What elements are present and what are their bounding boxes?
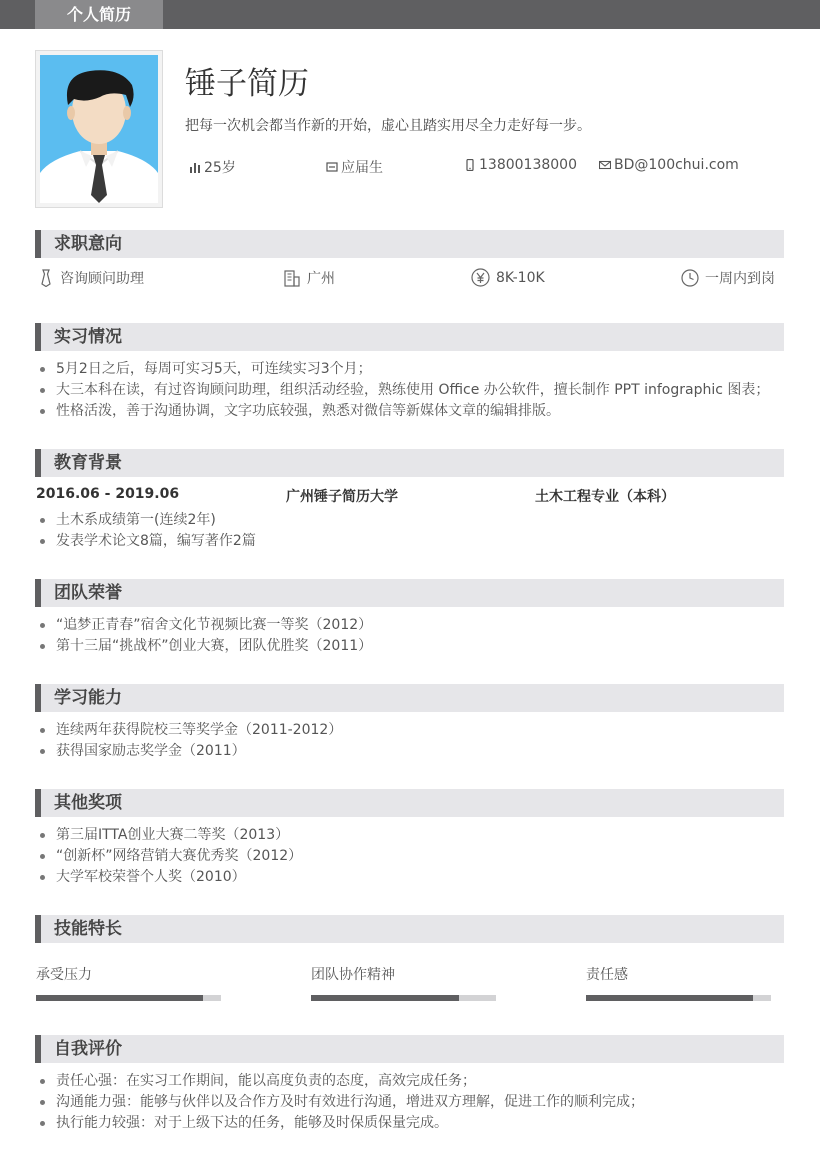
section-internship [35, 323, 784, 351]
list-item: 大三本科在读，有过咨询顾问助理，组织活动经验，熟练使用 Office 办公软件，擅长制作 PPT infographic 图表； [35, 380, 769, 401]
intent-salary-text: 8K-10K [496, 269, 545, 286]
section-marker [35, 684, 41, 712]
motto: 把每一次机会都当作新的开始，虚心且踏实用尽全力走好每一步。 [185, 118, 591, 134]
section-marker [35, 449, 41, 477]
list-item: 责任心强：在实习工作期间，能以高度负责的态度，高效完成任务； [35, 1071, 644, 1092]
intent-arrival-text: 一周内到岗 [705, 271, 775, 287]
list-item: 5月2日之后，每周可实习5天，可连续实习3个月； [35, 359, 769, 380]
yuan-icon [471, 268, 490, 287]
section-awards [35, 789, 784, 817]
list-item: 连续两年获得院校三等奖学金（2011-2012） [35, 720, 342, 741]
section-skills [35, 915, 784, 943]
mail-icon [599, 159, 611, 171]
email-info [599, 157, 739, 173]
education-period: 2016.06 - 2019.06 [36, 486, 180, 502]
skill-label: 团队协作精神 [311, 967, 395, 983]
clock-icon [681, 269, 699, 287]
list-item: “创新杯”网络营销大赛优秀奖（2012） [35, 846, 302, 867]
section-marker [35, 230, 41, 258]
section-self-evaluation [35, 1035, 784, 1063]
section-job-intent [35, 230, 784, 258]
section-title: 学习能力 [54, 688, 122, 708]
section-team-honor [35, 579, 784, 607]
bar-chart-icon [189, 161, 201, 173]
skill-label: 承受压力 [36, 967, 92, 983]
section-title: 技能特长 [54, 919, 122, 939]
skill-fill [311, 995, 459, 1001]
skill-fill [586, 995, 753, 1001]
list-item: 第三届ITTA创业大赛二等奖（2013） [35, 825, 302, 846]
section-marker [35, 1035, 41, 1063]
list-item: 第十三届“挑战杯”创业大赛，团队优胜奖（2011） [35, 636, 372, 657]
age-info [189, 157, 236, 177]
list-item: 获得国家励志奖学金（2011） [35, 741, 342, 762]
candidate-name: 锤子简历 [185, 66, 309, 102]
phone-info [464, 157, 577, 173]
section-title: 团队荣誉 [54, 583, 122, 603]
section-title: 教育背景 [54, 453, 122, 473]
intent-city [283, 268, 335, 288]
section-marker [35, 789, 41, 817]
section-title: 自我评价 [54, 1039, 122, 1059]
intent-position [38, 268, 144, 288]
section-education [35, 449, 784, 477]
phone-icon [464, 159, 476, 171]
building-icon [283, 269, 301, 287]
resume-tab: 个人简历 [35, 0, 163, 29]
section-study [35, 684, 784, 712]
intent-salary [471, 268, 545, 287]
avatar-illustration [40, 55, 158, 203]
avatar [35, 50, 163, 208]
tie-icon [38, 269, 54, 287]
section-title: 实习情况 [54, 327, 122, 347]
internship-list [35, 359, 769, 422]
intent-arrival [681, 268, 775, 288]
list-item: 性格活泼，善于沟通协调，文字功底较强，熟悉对微信等新媒体文章的编辑排版。 [35, 401, 769, 422]
section-title: 其他奖项 [54, 793, 122, 813]
education-list [35, 510, 256, 552]
section-title: 求职意向 [54, 234, 122, 254]
evaluation-list [35, 1071, 644, 1134]
status-info [326, 157, 383, 177]
skill-bar [586, 995, 771, 1001]
education-school: 广州锤子简历大学 [286, 489, 398, 505]
section-marker [35, 323, 41, 351]
section-marker [35, 579, 41, 607]
section-marker [35, 915, 41, 943]
education-major: 土木工程专业（本科） [535, 489, 675, 505]
team-list [35, 615, 372, 657]
list-item: 执行能力较强：对于上级下达的任务，能够及时保质保量完成。 [35, 1113, 644, 1134]
skill-label: 责任感 [586, 967, 628, 983]
list-item: 沟通能力强：能够与伙伴以及合作方及时有效进行沟通，增进双方理解，促进工作的顺利完成； [35, 1092, 644, 1113]
skill-fill [36, 995, 203, 1001]
list-item: 大学军校荣誉个人奖（2010） [35, 867, 302, 888]
phone-text: 13800138000 [479, 157, 577, 173]
email-text: BD@100chui.com [614, 157, 739, 173]
intent-city-text: 广州 [307, 271, 335, 287]
age-text: 25岁 [204, 160, 236, 176]
id-card-icon [326, 161, 338, 173]
list-item: 土木系成绩第一(连续2年) [35, 510, 256, 531]
skill-bar [311, 995, 496, 1001]
skill-bar [36, 995, 221, 1001]
list-item: 发表学术论文8篇，编写著作2篇 [35, 531, 256, 552]
study-list [35, 720, 342, 762]
intent-position-text: 咨询顾问助理 [60, 271, 144, 287]
awards-list [35, 825, 302, 888]
list-item: “追梦正青春”宿舍文化节视频比赛一等奖（2012） [35, 615, 372, 636]
status-text: 应届生 [341, 160, 383, 176]
